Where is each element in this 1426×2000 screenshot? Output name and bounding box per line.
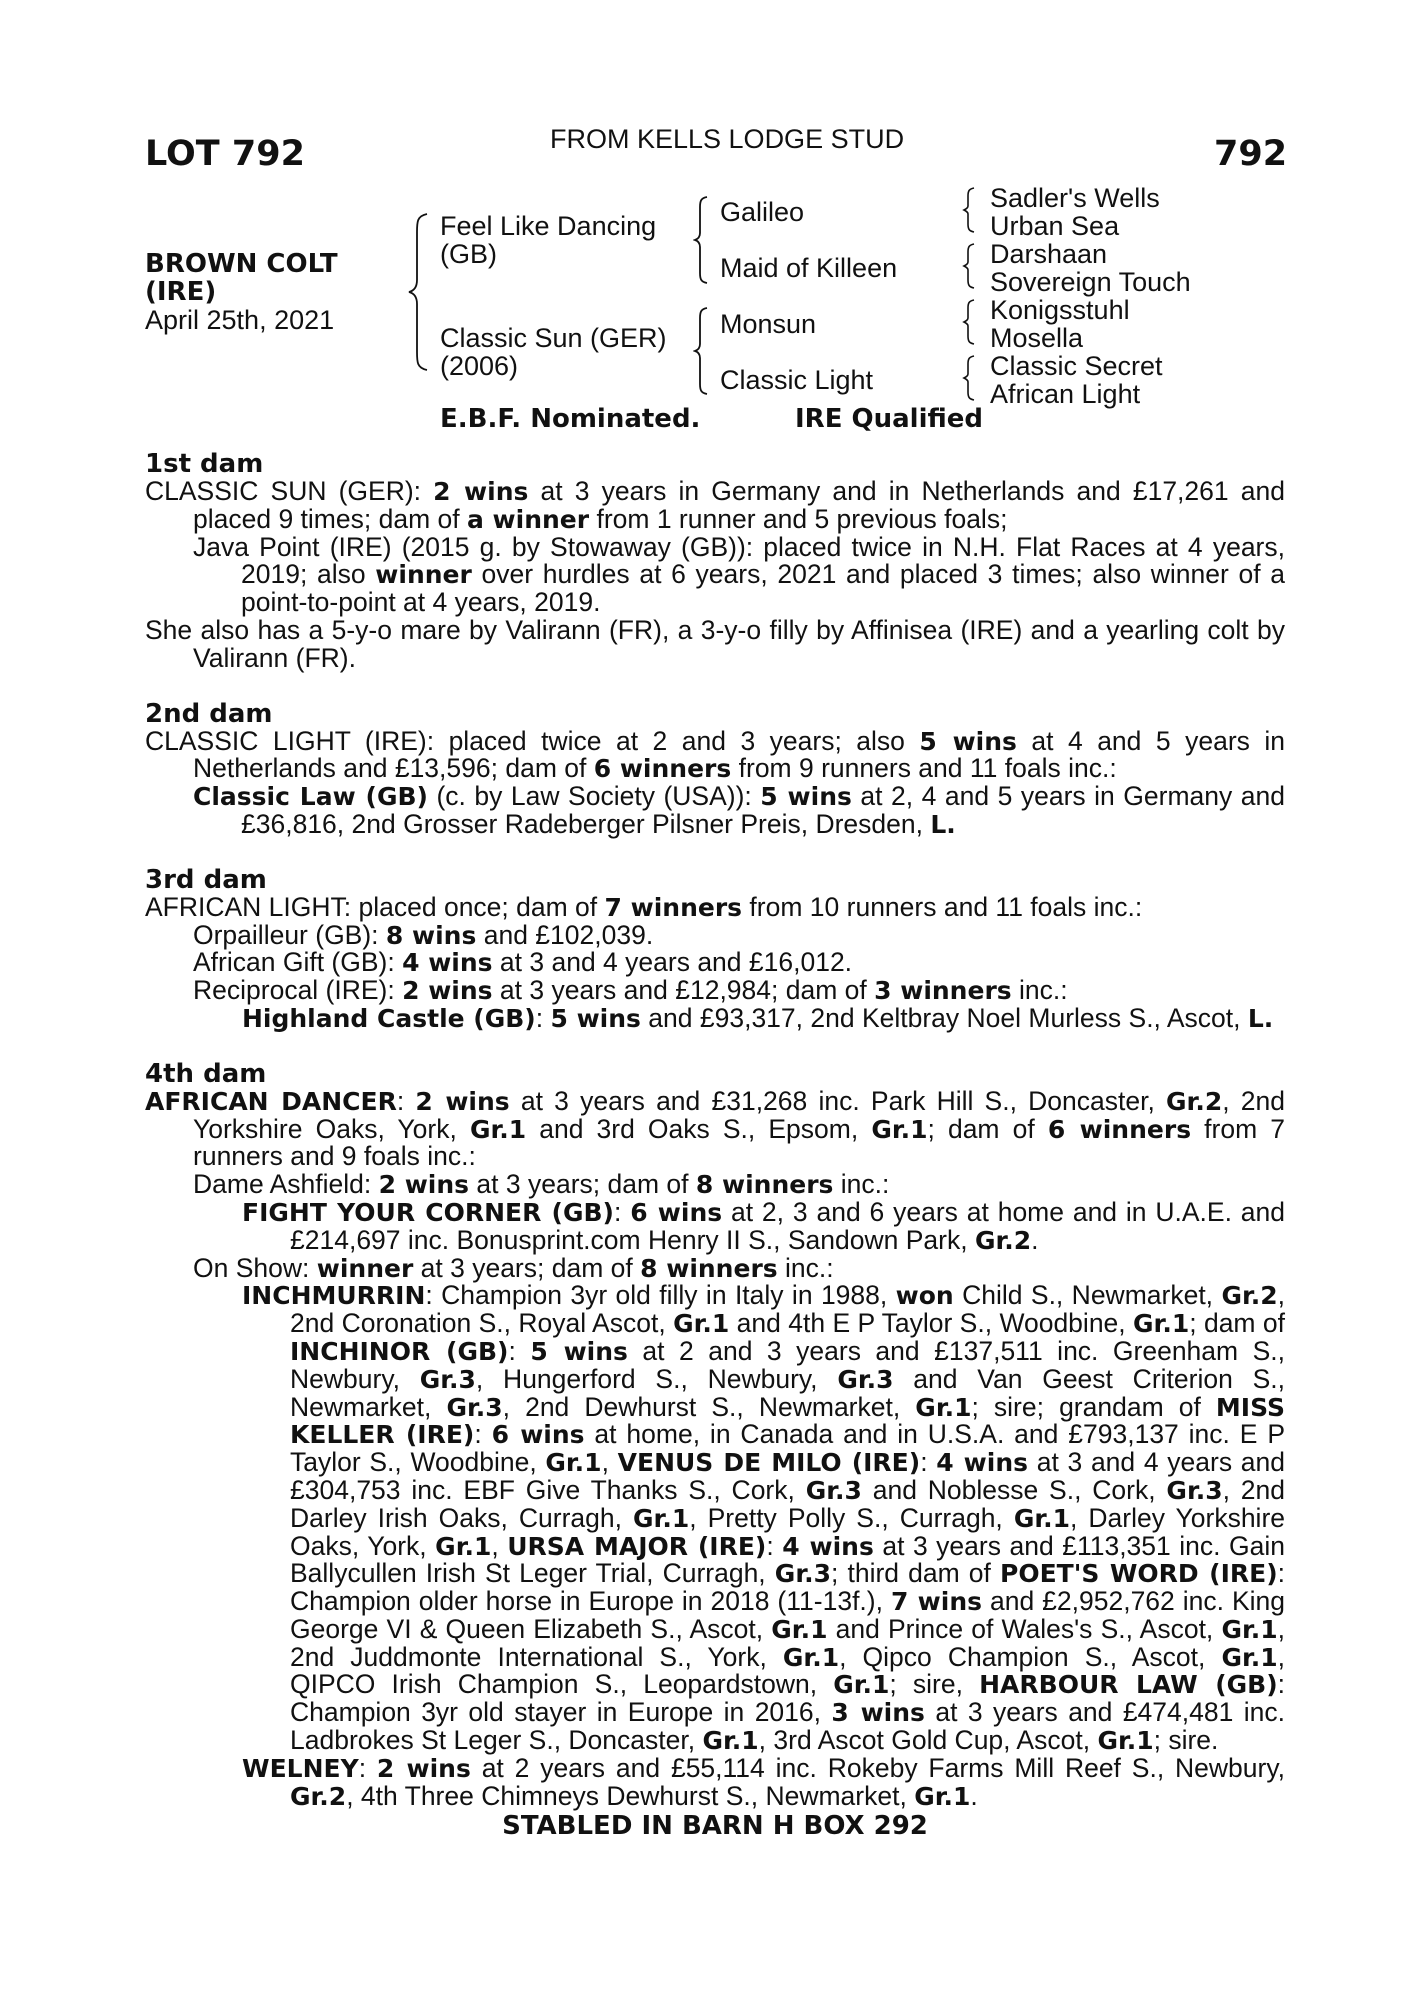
brace-icon xyxy=(962,186,976,234)
stabling-note-wrap xyxy=(145,1812,1285,1841)
pedigree-sire-sire: Galileo xyxy=(720,197,805,227)
pedigree-g3-4: Sovereign Touch xyxy=(990,267,1191,297)
pedigree-g3-1: Sadler's Wells xyxy=(990,183,1160,213)
brace-icon xyxy=(693,306,709,396)
dam4-produce-2-2: WELNEY: 2 wins at 2 years and £55,114 inc. Rokeby Farms Mill Reef S., Newbury, Gr.2, 4th Three Chimneys Dewhurst S., Newmarket, Gr.1. xyxy=(242,1752,1285,1811)
pedigree-g3-5: Konigsstuhl xyxy=(990,295,1130,325)
dam2-summary: CLASSIC LIGHT (IRE): placed twice at 2 and 3 years; also 5 wins at 4 and 5 years in Netherlands and £13,596; dam of 6 winners from 9 runners and 11 foals inc.: xyxy=(145,725,1285,784)
dam3-produce-1: Orpailleur (GB): 8 wins and £102,039. xyxy=(193,919,654,950)
pedigree-dam-brace xyxy=(693,306,709,396)
brace-icon xyxy=(962,354,976,402)
dam2-produce-1: Classic Law (GB) (c. by Law Society (USA)): 5 wins at 2, 4 and 5 years in Germany and £36,816, 2nd Grosser Radeberger Pilsner Preis, Dresden, L. xyxy=(193,781,1285,839)
pedigree-g3-6: Mosella xyxy=(990,323,1084,353)
dam4-summary: AFRICAN DANCER: 2 wins at 3 years and £31,268 inc. Park Hill S., Doncaster, Gr.2, 2nd Yorkshire Oaks, York, Gr.1 and 3rd Oaks S., Epsom, Gr.1; dam of 6 winners from 7 runners and 9 foals inc.: xyxy=(145,1085,1286,1172)
dam3-produce-3: Reciprocal (IRE): 2 wins at 3 years and £12,984; dam of 3 winners inc.: xyxy=(193,975,1068,1006)
brace-icon xyxy=(962,298,976,346)
lot-label: LOT 792 xyxy=(145,134,305,174)
dam4-produce-1-1: FIGHT YOUR CORNER (GB): 6 wins at 2, 3 and 6 years at home and in U.A.E. and £214,697 inc. Bonusprint.com Henry II S., Sandown Park, Gr.2. xyxy=(242,1196,1286,1255)
pedigree-dam-year: (2006) xyxy=(440,351,519,381)
dam4-produce-2: On Show: winner at 3 years; dam of 8 winners inc.: xyxy=(193,1252,834,1283)
ire-qualified: IRE Qualified xyxy=(795,404,984,434)
dam1-produce-1: Java Point (IRE) (2015 g. by Stowaway (GB)): placed twice in N.H. Flat Races at 4 years, 2019; also winner over hurdles at 6 years, 2021 and placed 3 times; also winner of a point-to-point at 4 years, 2019. xyxy=(193,531,1286,618)
brace-icon xyxy=(693,195,709,285)
dam1-other-produce: She also has a 5-y-o mare by Valirann (FR), a 3-y-o filly by Affinisea (IRE) and a yearling colt by Valirann (FR). xyxy=(145,614,1285,673)
pedigree-g3-3: Darshaan xyxy=(990,239,1108,269)
pedigree-sire-dam: Maid of Killeen xyxy=(720,253,898,283)
consignor: FROM KELLS LODGE STUD xyxy=(550,124,905,154)
catalogue-body xyxy=(145,450,1285,1841)
pedigree-g3-brace-3 xyxy=(962,298,976,346)
pedigree-dam-dam: Classic Light xyxy=(720,365,874,395)
section-heading-1st-dam: 1st dam xyxy=(145,449,264,479)
section-heading-4th-dam: 4th dam xyxy=(145,1058,267,1089)
dam3-summary: AFRICAN LIGHT: placed once; dam of 7 winners from 10 runners and 11 foals inc.: xyxy=(145,891,1143,922)
lot-number: 792 xyxy=(1214,134,1288,174)
pedigree-g3-brace-1 xyxy=(962,186,976,234)
ebf-nominated: E.B.F. Nominated. xyxy=(440,404,701,434)
pedigree-dam: Classic Sun (GER) xyxy=(440,323,667,353)
pedigree-sire: Feel Like Dancing xyxy=(440,211,657,241)
section-heading-2nd-dam: 2nd dam xyxy=(145,698,273,729)
horse-breed: (IRE) xyxy=(145,277,217,307)
brace-icon xyxy=(962,242,976,290)
pedigree-sire-country: (GB) xyxy=(440,239,497,269)
pedigree-dam-sire: Monsun xyxy=(720,309,817,339)
dam1-summary: CLASSIC SUN (GER): 2 wins at 3 years in Germany and in Netherlands and £17,261 and placed 9 times; dam of a winner from 1 runner and 5 previous foals; xyxy=(145,476,1285,534)
pedigree-g3-brace-4 xyxy=(962,354,976,402)
dam4-produce-1: Dame Ashfield: 2 wins at 3 years; dam of 8 winners inc.: xyxy=(193,1169,890,1200)
pedigree-main-brace xyxy=(407,212,429,372)
pedigree-g3-8: African Light xyxy=(990,379,1141,409)
foaling-date: April 25th, 2021 xyxy=(145,305,335,335)
stabling-note: STABLED IN BARN H BOX 292 xyxy=(502,1811,928,1842)
dam4-produce-2-1: INCHMURRIN: Champion 3yr old filly in Italy in 1988, won Child S., Newmarket, Gr.2, 2nd Coronation S., Royal Ascot, Gr.1 and 4th E P Taylor S., Woodbine, Gr.1; dam of INCHINOR (GB): 5 wins at 2 and 3 years and £137,511 inc. Greenham S., Newbury, Gr.3, Hungerford S., Newbury, Gr.3 and Van Geest Criterion S., Newmarket, Gr.3, 2nd Dewhurst S., Newmarket, Gr.1; sire; grandam of MISS KELLER (IRE): 6 wins at home, in Canada and in U.S.A. and £793,137 inc. E P Taylor S., Woodbine, Gr.1, VENUS DE MILO (IRE): 4 wins at 3 and 4 years and £304,753 inc. EBF Give Thanks S., Cork, Gr.3 and Noblesse S., Cork, Gr.3, 2nd Darley Irish Oaks, Curragh, Gr.1, Pretty Polly S., Curragh, Gr.1, Darley Yorkshire Oaks, York, Gr.1, URSA MAJOR (IRE): 4 wins at 3 years and £113,351 inc. Gain Ballycullen Irish St Leger Trial, Curragh, Gr.3; third dam of POET'S WORD (IRE): Champion older horse in Europe in 2018 (11-13f.), 7 wins and £2,952,762 inc. King George VI & Queen Elizabeth S., Ascot, Gr.1 and Prince of Wales's S., Ascot, Gr.1, 2nd Juddmonte International S., York, Gr.1, Qipco Champion S., Ascot, Gr.1, QIPCO Irish Champion S., Leopardstown, Gr.1; sire, HARBOUR LAW (GB): Champion 3yr old stayer in Europe in 2016, 3 wins at 3 years and £474,481 inc. Ladbrokes St Leger S., Doncaster, Gr.1, 3rd Ascot Gold Cup, Ascot, Gr.1; sire. xyxy=(242,1280,1286,1756)
section-heading-3rd-dam: 3rd dam xyxy=(145,864,267,895)
horse-description: BROWN COLT xyxy=(145,249,338,279)
pedigree-sire-brace xyxy=(693,195,709,285)
brace-icon xyxy=(407,212,429,372)
pedigree-g3-brace-2 xyxy=(962,242,976,290)
dam3-produce-2: African Gift (GB): 4 wins at 3 and 4 years and £16,012. xyxy=(193,947,853,978)
pedigree-g3-7: Classic Secret xyxy=(990,351,1163,381)
pedigree-g3-2: Urban Sea xyxy=(990,211,1120,241)
dam3-produce-3-1: Highland Castle (GB): 5 wins and £93,317, 2nd Keltbray Noel Murless S., Ascot, L. xyxy=(242,1002,1274,1033)
